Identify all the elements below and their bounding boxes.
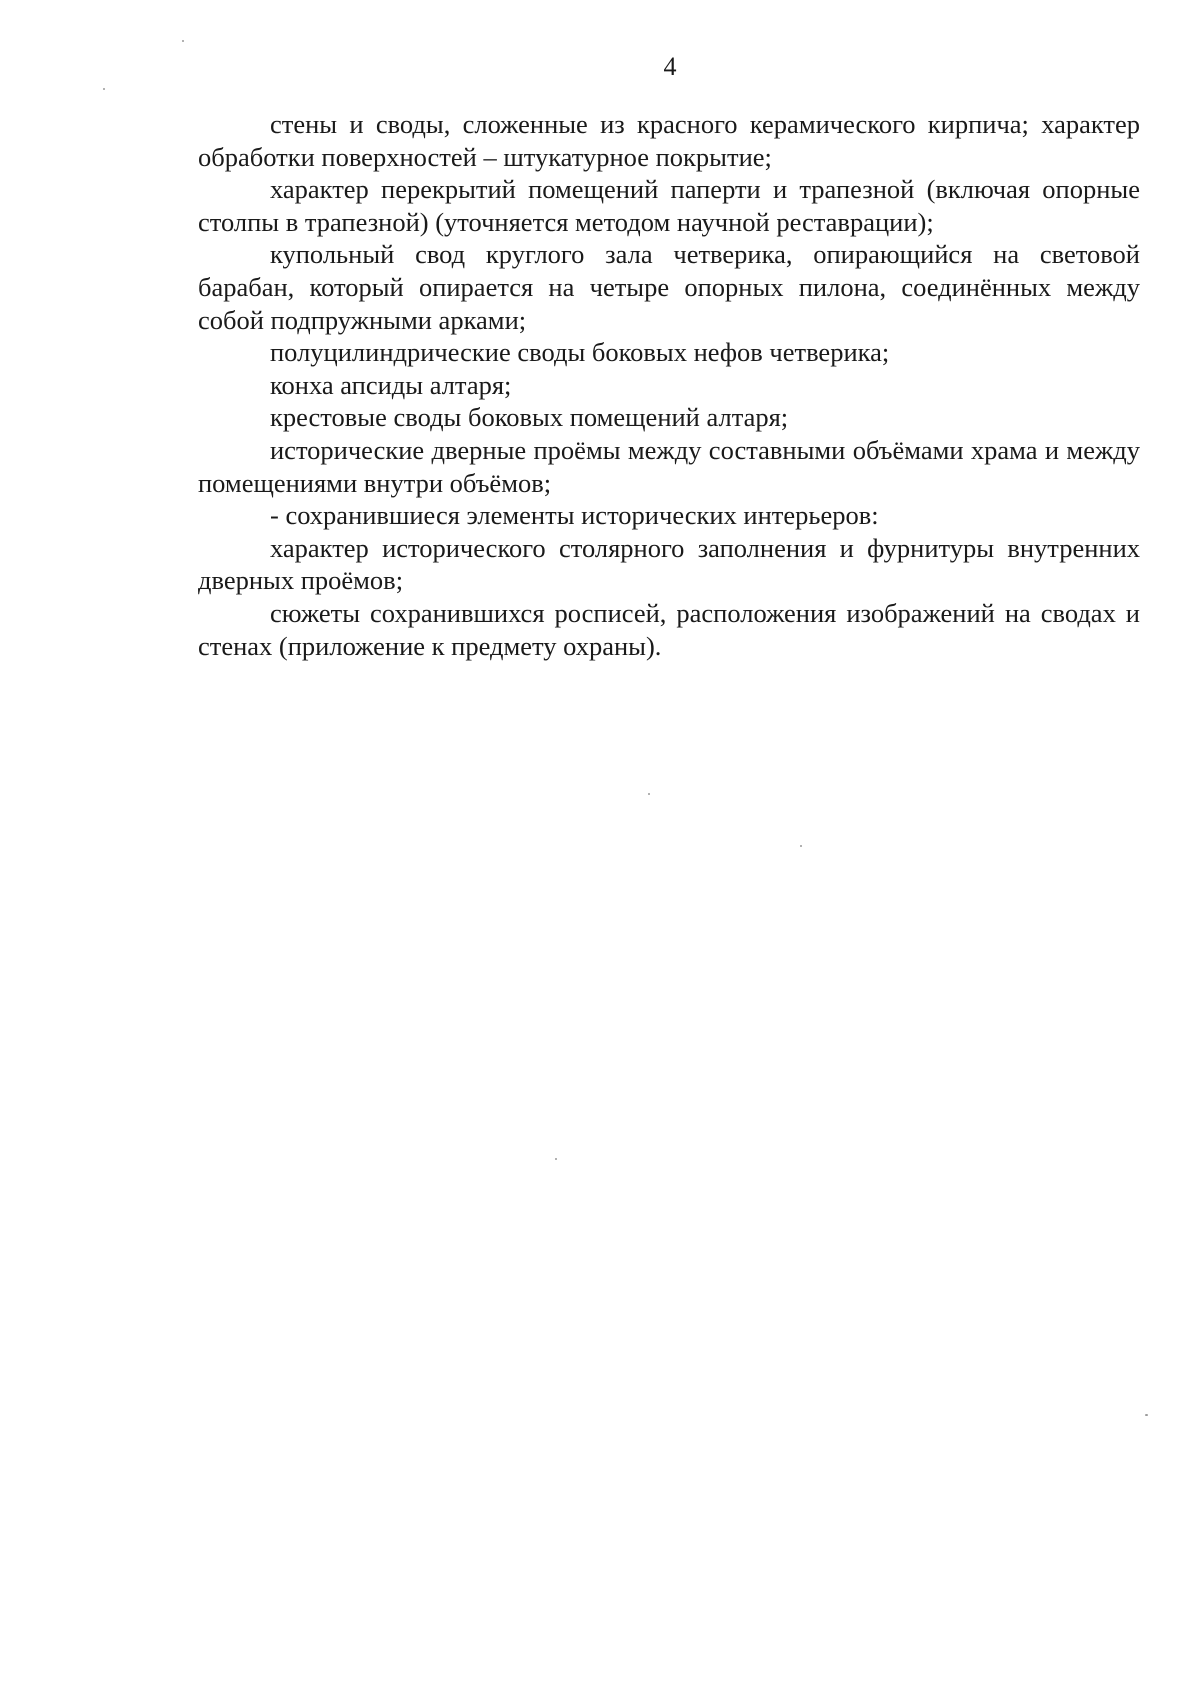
paragraph-floor-character: характер перекрытий помещений паперти и трапезной (включая опорные столпы в трапезной) (уточняется методом научной реставрации); [198, 174, 1140, 237]
scan-speck [800, 845, 802, 847]
paragraph-doorways: исторические дверные проёмы между составными объёмами храма и между помещениями внутри объёмов; [198, 434, 1140, 498]
scan-speck [182, 40, 184, 42]
page-number: 4 [663, 52, 677, 81]
scan-speck [103, 88, 105, 90]
scan-speck [648, 793, 650, 795]
paragraph-interior-elements: - сохранившиеся элементы исторических интерьеров: [270, 500, 879, 531]
paragraph-apse-conch: конха апсиды алтаря; [270, 369, 512, 400]
scan-speck [1145, 1414, 1148, 1416]
paragraph-side-naves: полуцилиндрические своды боковых нефов четверика; [270, 337, 890, 368]
paragraph-walls-vaults: стены и своды, сложенные из красного керамического кирпича; характер обработки поверхностей – штукатурное покрытие; [198, 109, 1140, 172]
scan-speck [555, 1158, 557, 1160]
paragraph-joinery: характер исторического столярного заполнения и фурнитуры внутренних дверных проёмов; [198, 532, 1140, 596]
paragraph-dome-vault: купольный свод круглого зала четверика, опирающийся на световой барабан, который опирается на четыре опорных пилона, соединённых между собой подпружными арками; [198, 239, 1140, 335]
document-body [198, 108, 1140, 662]
paragraph-murals: сюжеты сохранившихся росписей, расположения изображений на сводах и стенах (приложение к предмету охраны). [198, 597, 1140, 661]
paragraph-cross-vaults: крестовые своды боковых помещений алтаря; [270, 402, 789, 433]
